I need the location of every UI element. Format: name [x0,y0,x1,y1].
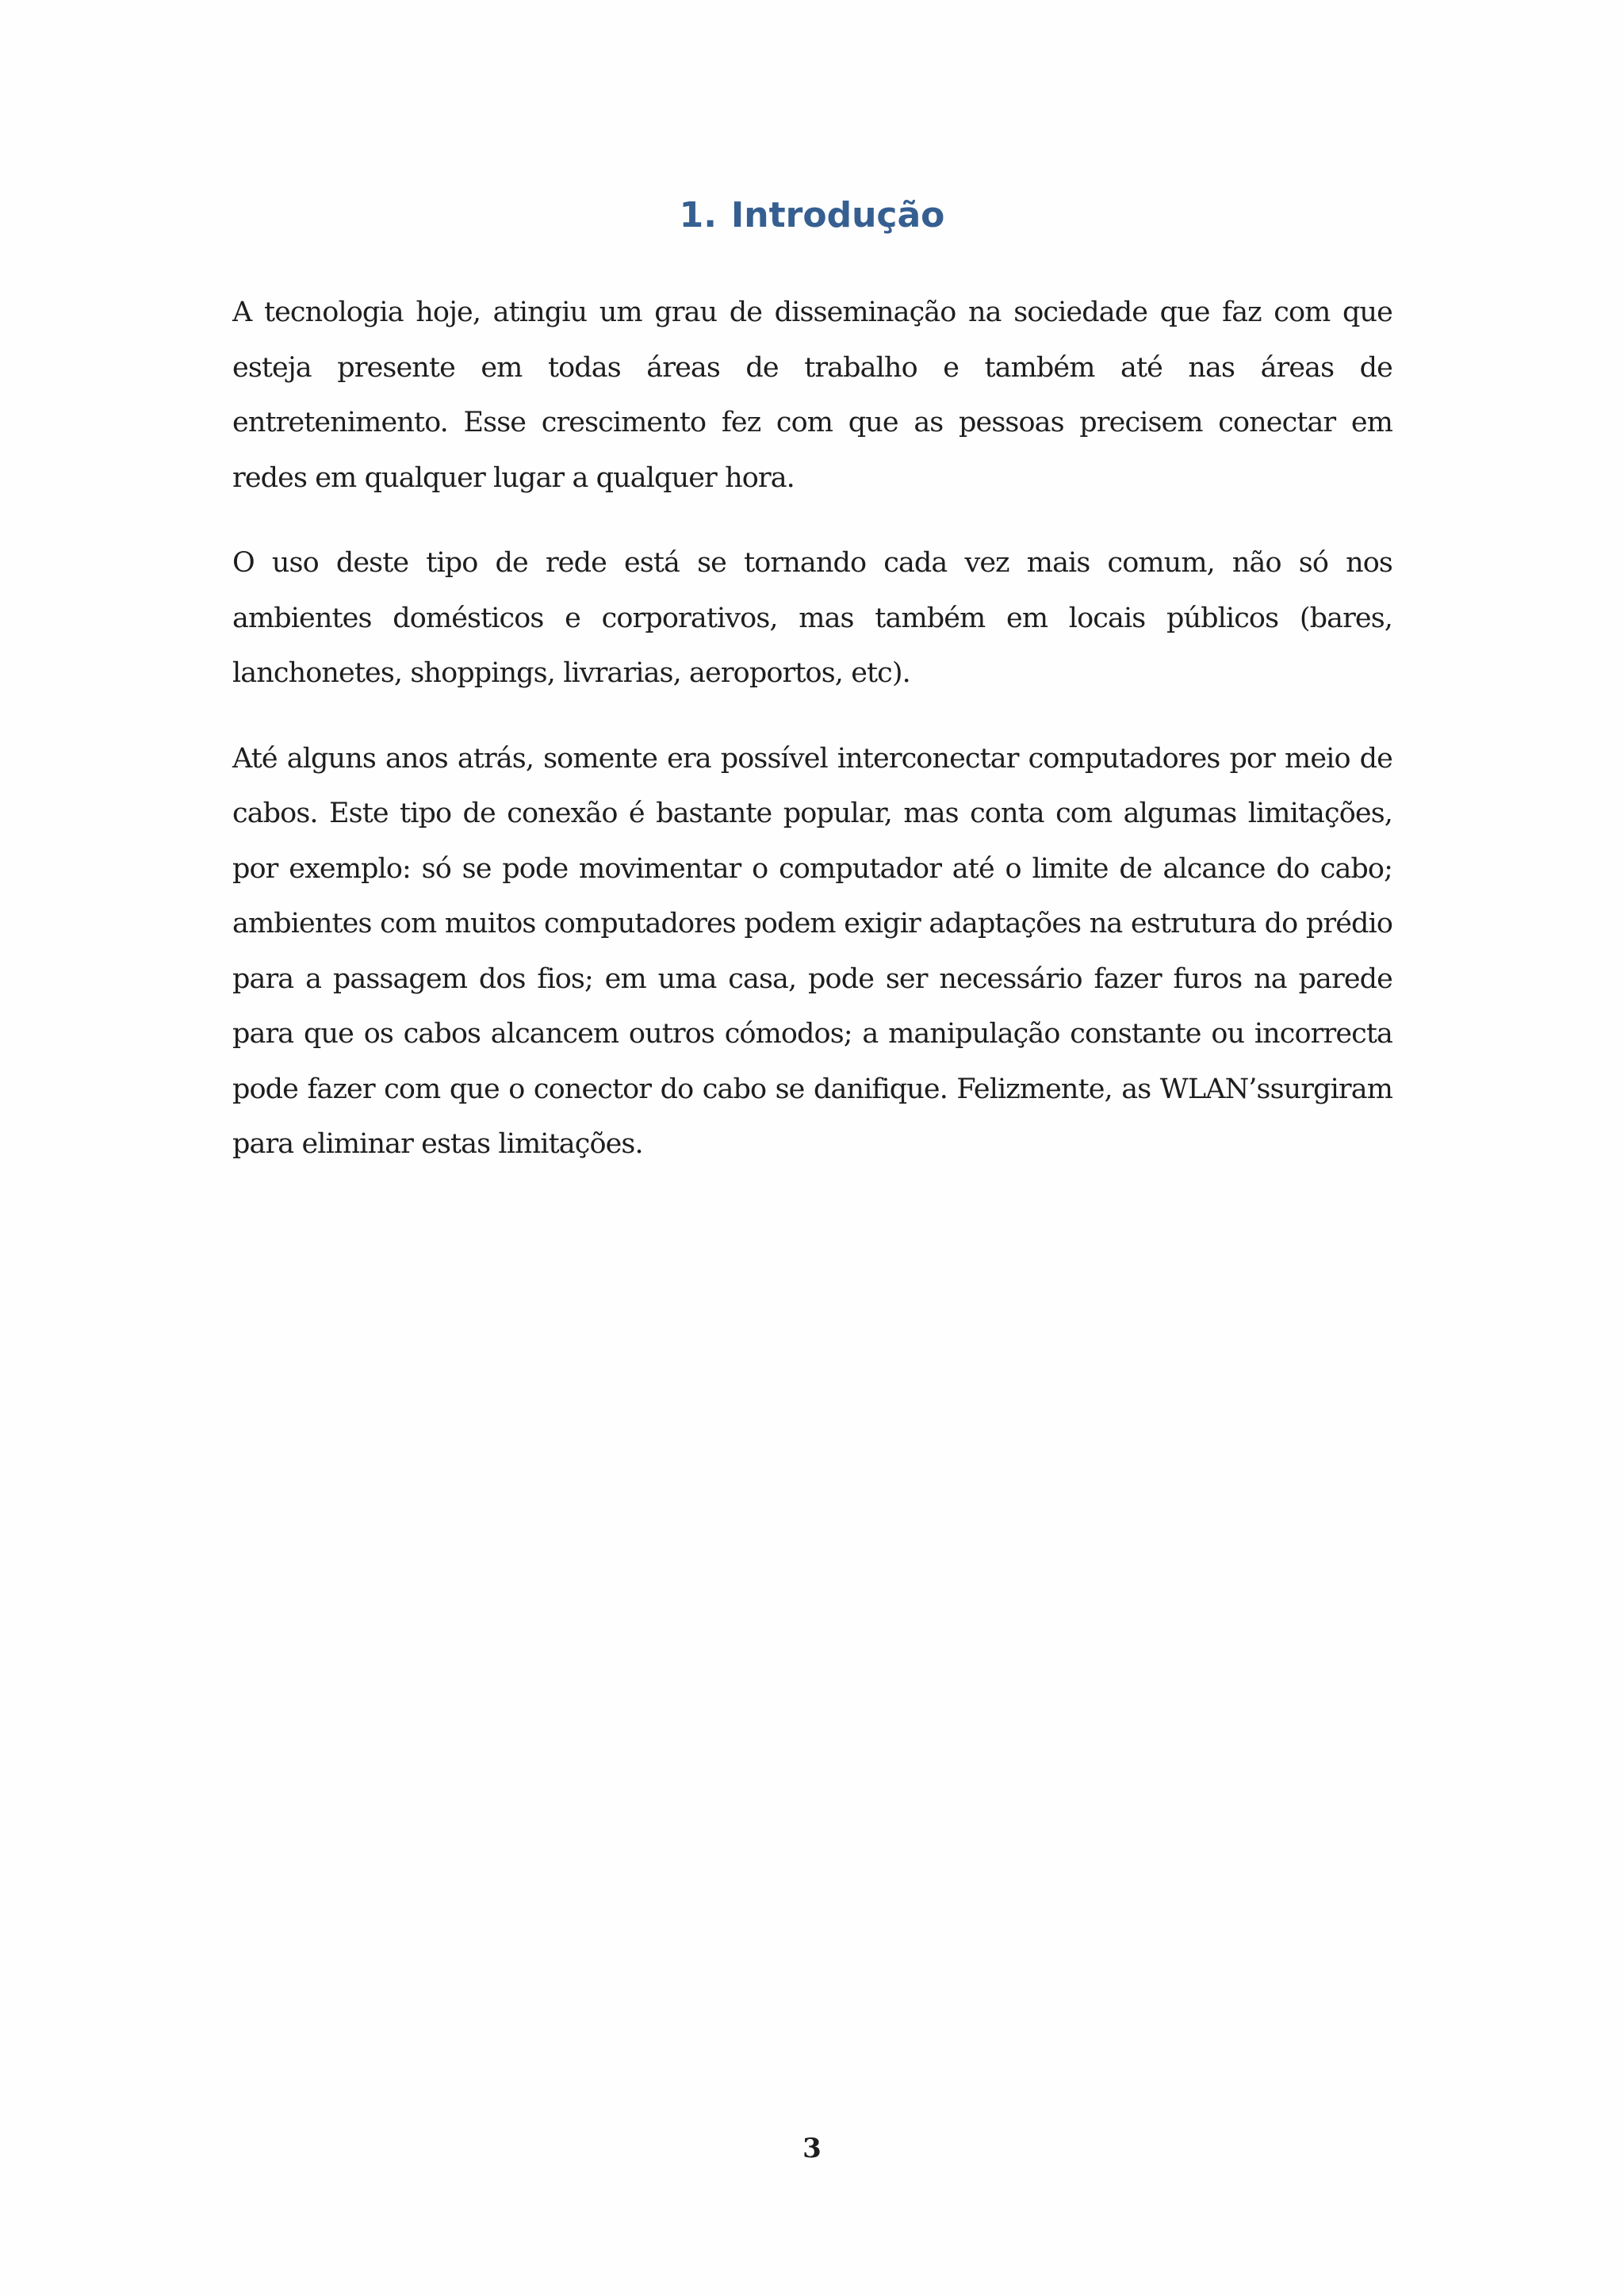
paragraph-2: O uso deste tipo de rede está se tornando cada vez mais comum, não só nos ambientes domésticos e corporativos, mas também em locais públicos (bares, lanchonetes, shoppings, livrarias, aeroportos, etc). [232,547,1392,689]
section-heading [0,189,1624,243]
paragraph-3: Até alguns anos atrás, somente era possível interconectar computadores por meio de cabos. Este tipo de conexão é bastante popular, mas conta com algumas limitações, por exemplo: só se pode movimentar o computador até o limite de alcance do cabo; ambientes com muitos computadores podem exigir adaptações na estrutura do prédio para a passagem dos fios; em uma casa, pode ser necessário fazer furos na parede para que os cabos alcancem outros cómodos; a manipulação constante ou incorrecta pode fazer com que o conector do cabo se danifique. Felizmente, as WLAN’ssurgiram para eliminar estas limitações. [232,742,1392,1160]
section-number: 1. [679,195,717,235]
paragraph-1: A tecnologia hoje, atingiu um grau de disseminação na sociedade que faz com que esteja presente em todas áreas de trabalho e também até nas áreas de entretenimento. Esse crescimento fez com que as pessoas precisem conectar em redes em qualquer lugar a qualquer hora. [232,297,1392,494]
page-number: 3 [802,2133,822,2164]
body-text [232,285,1392,1203]
section-title: Introdução [730,195,945,235]
